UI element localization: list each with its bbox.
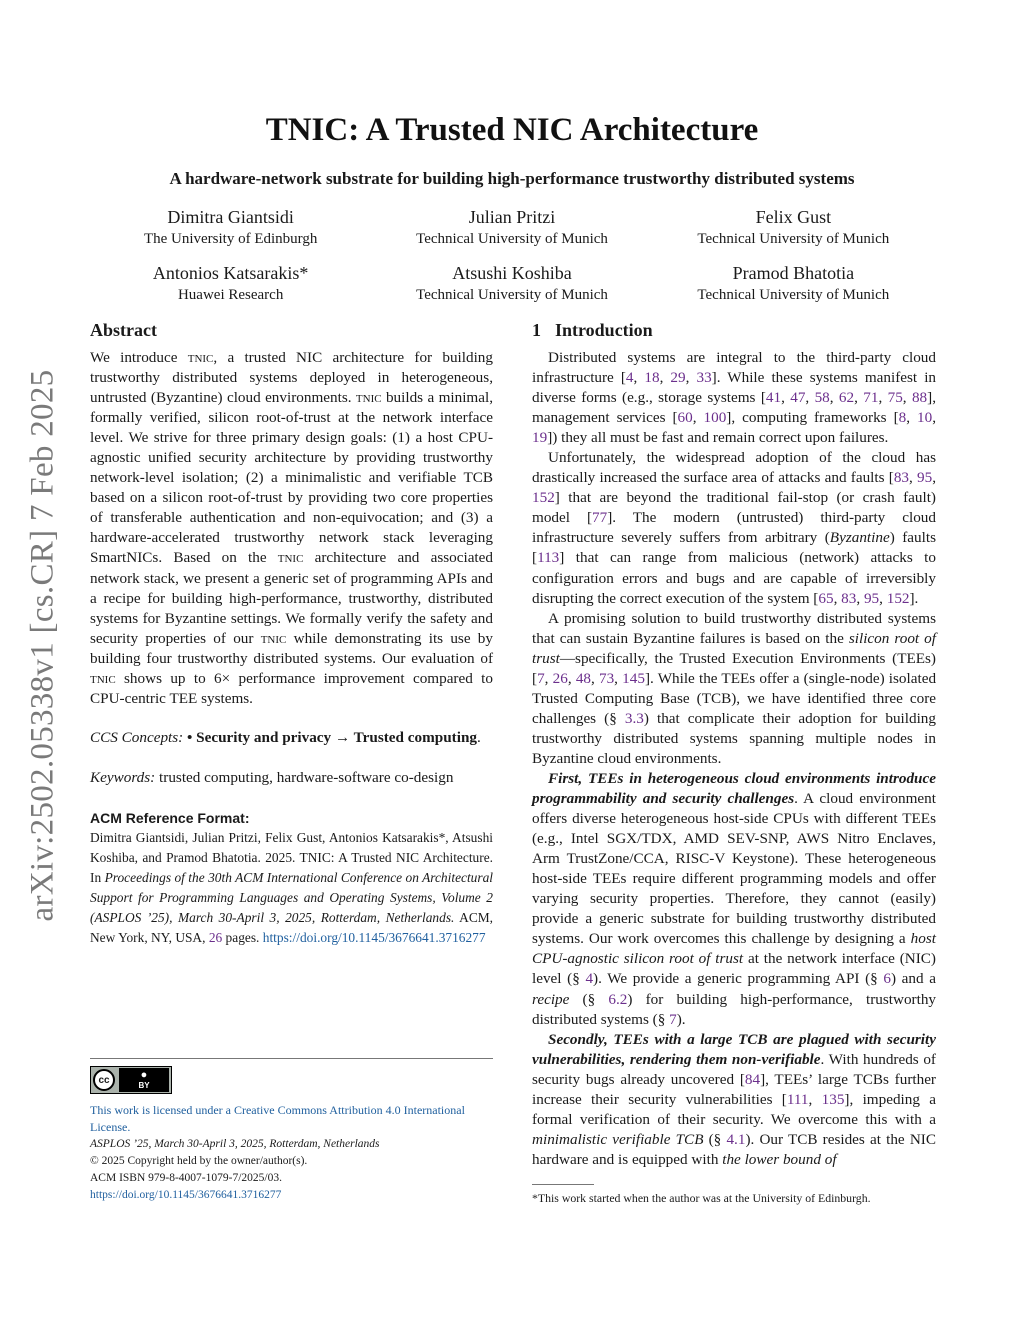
footer-divider	[90, 1058, 493, 1059]
text-run: while demonstrating its use by building four trustworthy distributed systems. Our evaluation of	[90, 629, 493, 667]
page-count-link[interactable]: 26	[208, 929, 223, 945]
tnic-name: tnic	[187, 349, 214, 366]
ccs-text: • Security and privacy → Trusted computing	[183, 728, 477, 746]
author-block	[653, 205, 934, 249]
tnic-name: tnic	[90, 669, 116, 687]
text-run: at the network interface (NIC) level (§	[532, 950, 936, 988]
text-run: ,	[906, 409, 918, 427]
italic-term: silicon root of trust	[532, 629, 936, 667]
tnic-name: tnic	[260, 629, 287, 647]
footnote-text: *This work started when the author was at the University of Edinburgh.	[532, 1191, 871, 1205]
citation-link[interactable]: 60	[677, 409, 693, 427]
bold-italic-lead: Secondly, TEEs with a large TCB are plagued with security vulnerabilities, rendering them non-verifiable	[532, 1030, 936, 1068]
text-run: ].	[909, 589, 919, 607]
keywords	[90, 768, 493, 788]
text-run: (§	[703, 1130, 727, 1148]
text-run: —specifically, the Trusted Execution Environments (TEEs) [	[532, 649, 936, 687]
citation-link[interactable]: 152	[886, 589, 910, 607]
citation-link[interactable]: 75	[887, 389, 903, 407]
citation-link[interactable]: 47	[790, 389, 806, 407]
text-run: ,	[692, 409, 704, 427]
text-run: ) that complicate their adoption for building trustworthy distributed systems spanning multiple nodes in Byzantine cloud environments.	[532, 709, 936, 767]
text-run: ,	[567, 669, 576, 687]
citation-link[interactable]: 41	[765, 389, 782, 407]
text-run: ,	[902, 389, 912, 407]
citation-link[interactable]: 58	[814, 389, 830, 407]
citation-link[interactable]: 71	[863, 389, 879, 407]
text-run: . A cloud environment offers diverse heterogeneous host-side CPUs with different TEEs (e.g., Intel SGX/TDX, AMD SEV-SNP, AWS Nitro Enclaves, Arm TrustZone/CCA, RISC-V Keystone). These heterogeneous host-side TEEs require different programming models and offer varying security properties. Therefore, they cannot (easily) provide a generic substrate for building trustworthy distributed systems. Our work overcomes this challenge by designing a	[532, 790, 936, 948]
citation-link[interactable]: 18	[644, 369, 660, 387]
citation-link[interactable]: 8	[898, 409, 907, 427]
by-label: BY	[138, 1081, 150, 1090]
citation-link[interactable]: 29	[670, 369, 686, 387]
text-run: ] that are beyond the traditional fail-stop (or crash fault) model [	[532, 489, 936, 527]
author-affiliation: The University of Edinburgh	[143, 231, 318, 247]
text-run: ,	[614, 669, 623, 687]
copyright-line: © 2025 Copyright held by the owner/author(s).	[90, 1155, 308, 1167]
text-run: ,	[781, 389, 791, 407]
italic-term: host CPU-agnostic silicon root of trust	[532, 930, 936, 968]
author-block	[653, 261, 934, 305]
left-column	[90, 318, 493, 948]
right-column	[532, 318, 936, 1170]
citation-link[interactable]: 19	[532, 429, 548, 447]
citation-link[interactable]: 95	[863, 589, 880, 607]
text-run: , a trusted NIC architecture for building trustworthy distributed systems deployed in heterogeneous, untrusted (Byzantine) cloud environments.	[90, 349, 493, 407]
author-block	[90, 261, 371, 305]
conference-line	[90, 1136, 493, 1153]
citation-link[interactable]: 7	[537, 669, 545, 687]
citation-link[interactable]: 145	[622, 669, 645, 687]
abstract-heading: Abstract	[90, 320, 157, 340]
text-run: . With hundreds of security bugs already uncovered [	[532, 1050, 936, 1088]
text-run: ,	[829, 389, 839, 407]
intro-heading	[532, 318, 936, 342]
footnote	[532, 1184, 936, 1206]
text-run: ]. While these systems manifest in diverse forms (e.g., storage systems [	[532, 369, 937, 407]
text-run: Dimitra Giantsidi, Julian Pritzi, Felix Gust, Antonios Katsarakis*, Atsushi Koshiba, and Pramod Bhatotia. 2025. TNIC: A Trusted NIC Architecture. In	[90, 829, 493, 885]
abstract-text	[90, 348, 493, 709]
cc-icon: cc	[93, 1069, 115, 1091]
citation-link[interactable]: 77	[592, 509, 608, 527]
text-run: ,	[544, 669, 553, 687]
citation-link[interactable]: 95	[917, 469, 933, 487]
author-affiliation: Technical University of Munich	[416, 231, 608, 247]
author-affiliation: Technical University of Munich	[697, 287, 890, 303]
ccs-label: CCS Concepts:	[90, 728, 184, 746]
section-link[interactable]: 6	[883, 970, 891, 988]
cc-by-badge[interactable]	[90, 1066, 172, 1094]
section-title: Introduction	[555, 320, 653, 340]
text-run: ). We provide a generic programming API (§	[593, 970, 884, 988]
author-name: Antonios Katsarakis*	[152, 263, 309, 283]
acm-venue: Proceedings of the 30th ACM International Conference on Architectural Support for Programming Languages and Operating Systems, Volume 2 (ASPLOS ’25), March 30-April 3, 2025, Rotterdam, Netherlands.	[90, 869, 493, 925]
keywords-label: Keywords:	[90, 768, 156, 786]
intro-paragraph	[532, 609, 936, 769]
author-list	[90, 205, 934, 305]
citation-link[interactable]: 62	[838, 389, 855, 407]
tnic-name: tnic	[355, 389, 382, 407]
citation-link[interactable]: 10	[917, 409, 933, 427]
footer-doi-link[interactable]: https://doi.org/10.1145/3676641.3716277	[90, 1189, 282, 1201]
section-link[interactable]: 6.2	[608, 990, 628, 1008]
citation-link[interactable]: 100	[703, 409, 727, 427]
text-run: ,	[808, 1090, 822, 1108]
citation-link[interactable]: 33	[696, 369, 712, 387]
doi-link[interactable]: https://doi.org/10.1145/3676641.3716277	[262, 929, 486, 945]
text-run: ). Our TCB resides at the NIC hardware and is equipped with	[532, 1130, 936, 1168]
paper-subtitle: A hardware-network substrate for building high-performance trustworthy distributed systems	[169, 169, 855, 188]
citation-link[interactable]: 73	[598, 669, 615, 687]
text-run: .	[477, 728, 481, 746]
text-run: ,	[878, 389, 888, 407]
text-run: We introduce	[90, 349, 188, 366]
italic-term: the lower bound of	[722, 1150, 837, 1168]
text-run: architecture and associated network stack, we present a generic set of programming APIs and a recipe for building high-performance, trustworthy, distributed systems for Byzantine settings. We formally verify the safety and security properties of our	[90, 549, 493, 647]
text-run: ]. The modern (untrusted) third-party cloud infrastructure severely suffers from arbitrary (	[532, 509, 936, 547]
text-run: ], management services [	[532, 389, 936, 427]
text-run: ) for building high-performance, trustworthy distributed systems (§	[532, 990, 937, 1028]
text-run: (§	[569, 990, 609, 1008]
italic-term: Byzantine	[829, 529, 890, 547]
text-run: ,	[805, 389, 815, 407]
keywords-text: trusted computing, hardware-software co-design	[155, 768, 454, 786]
text-run: ]. While the TEEs offer a (single-node) isolated Trusted Computing Base (TCB), we have identified three core challenges (§	[532, 669, 937, 727]
text-run: ACM, New York, NY, USA,	[90, 909, 494, 945]
intro-paragraph	[532, 348, 936, 448]
author-affiliation: Huawei Research	[177, 287, 284, 303]
author-name: Felix Gust	[755, 207, 832, 227]
person-icon: ●	[140, 1069, 148, 1081]
text-run: ], computing frameworks [	[726, 409, 899, 427]
author-block	[90, 205, 371, 249]
section-link[interactable]: 4	[585, 970, 594, 988]
citation-link[interactable]: 4	[625, 369, 634, 387]
author-name: Julian Pritzi	[468, 207, 556, 227]
text-run: ,	[633, 369, 645, 387]
text-run: Unfortunately, the widespread adoption of the cloud has drastically increased the surface area of attacks and faults [	[532, 449, 936, 487]
acm-reference-text	[90, 828, 493, 948]
tnic-name: tnic	[277, 549, 304, 567]
intro-paragraph	[532, 769, 936, 1030]
footnote-divider	[532, 1184, 594, 1185]
text-run: A promising solution to build trustworthy distributed systems that can sustain Byzantine failures is based on the	[532, 609, 936, 647]
text-run: ).	[676, 1010, 686, 1028]
text-run: ] that can range from malicious (network) attacks to configuration errors and bugs and are capable of irreversibly disrupting the correct execution of the system [	[532, 549, 936, 607]
ccs-concepts	[90, 728, 493, 748]
citation-link[interactable]: 26	[552, 669, 568, 687]
by-icon	[119, 1068, 169, 1092]
text-run: ,	[909, 469, 918, 487]
citation-link[interactable]: 88	[911, 389, 928, 407]
conference-text: ASPLOS ’25, March 30-April 3, 2025, Rotterdam, Netherlands	[90, 1138, 380, 1150]
citation-link[interactable]: 113	[537, 549, 560, 567]
author-name: Dimitra Giantsidi	[167, 207, 294, 227]
text-run: ,	[879, 589, 887, 607]
citation-link[interactable]: 152	[532, 489, 555, 507]
citation-link[interactable]: 111	[786, 1090, 809, 1108]
author-affiliation: Technical University of Munich	[416, 287, 608, 303]
text-run: ,	[659, 369, 671, 387]
text-run: ) faults [	[532, 529, 936, 567]
bold-italic-lead: First, TEEs in heterogeneous cloud environments introduce programmability and security challenges	[532, 769, 936, 808]
text-run: ,	[833, 589, 842, 607]
text-run: builds a minimal, formally verified, silicon root-of-trust at the network interface level. We strive for three primary design goals: (1) a host CPU-agnostic unified security architecture by providing trustworthy network-level isolation; (2) a minimalistic and verifiable TCB based on a silicon root-of-trust by providing two core properties of transferable authentication and non-equivocation; and (3) a hardware-accelerated trustworthy network stack leveraging SmartNICs. Based on the	[90, 389, 494, 567]
arxiv-sidebar	[18, 340, 68, 950]
citation-link[interactable]: 83	[893, 469, 909, 487]
paper-title: TNIC: A Trusted NIC Architecture	[265, 112, 759, 148]
citation-link[interactable]: 135	[821, 1090, 845, 1108]
intro-paragraph	[532, 1030, 936, 1170]
section-number: 1	[532, 320, 541, 340]
acm-reference-heading: ACM Reference Format:	[90, 809, 250, 826]
text-run: ]) they all must be fast and remain correct upon failures.	[547, 429, 889, 447]
intro-paragraph	[532, 448, 936, 608]
italic-term: recipe	[532, 990, 570, 1008]
text-run: ], TEEs’ large TCBs further increase their security vulnerabilities [	[532, 1070, 936, 1108]
text-run: shows up to 6× performance improvement compared to CPU-centric TEE systems.	[90, 669, 493, 707]
section-link[interactable]: 3.3	[624, 709, 644, 727]
citation-link[interactable]: 84	[744, 1070, 761, 1088]
author-affiliation: Technical University of Munich	[697, 231, 890, 247]
text-run: ,	[591, 669, 599, 687]
section-link[interactable]: 4.1	[726, 1130, 746, 1148]
text-run: ,	[932, 469, 937, 487]
citation-link[interactable]: 65	[818, 589, 834, 607]
text-run: pages.	[222, 929, 263, 945]
citation-link[interactable]: 83	[841, 589, 857, 607]
section-link[interactable]: 7	[669, 1010, 677, 1028]
license-link[interactable]: This work is licensed under a Creative Commons Attribution 4.0 International License.	[90, 1103, 465, 1134]
arxiv-id: arXiv:2502.05338v1 [cs.CR] 7 Feb 2025	[24, 369, 61, 921]
text-run: ,	[685, 369, 697, 387]
italic-term: minimalistic verifiable TCB	[532, 1130, 704, 1148]
license-footer	[90, 1058, 493, 1204]
author-block	[371, 261, 652, 305]
isbn-line: ACM ISBN 979-8-4007-1079-7/2025/03.	[90, 1172, 282, 1184]
author-name: Atsushi Koshiba	[452, 263, 572, 283]
author-block	[371, 205, 652, 249]
author-name: Pramod Bhatotia	[732, 263, 855, 283]
text-run: ) and a	[890, 970, 936, 988]
text-run: Distributed systems are integral to the third-party cloud infrastructure [	[532, 349, 936, 387]
text-run: ,	[856, 589, 864, 607]
text-run: ], impeding a formal verification of their security. We overcome this with a	[532, 1090, 937, 1128]
citation-link[interactable]: 48	[575, 669, 591, 687]
text-run: ,	[854, 389, 864, 407]
text-run: ,	[932, 409, 936, 427]
